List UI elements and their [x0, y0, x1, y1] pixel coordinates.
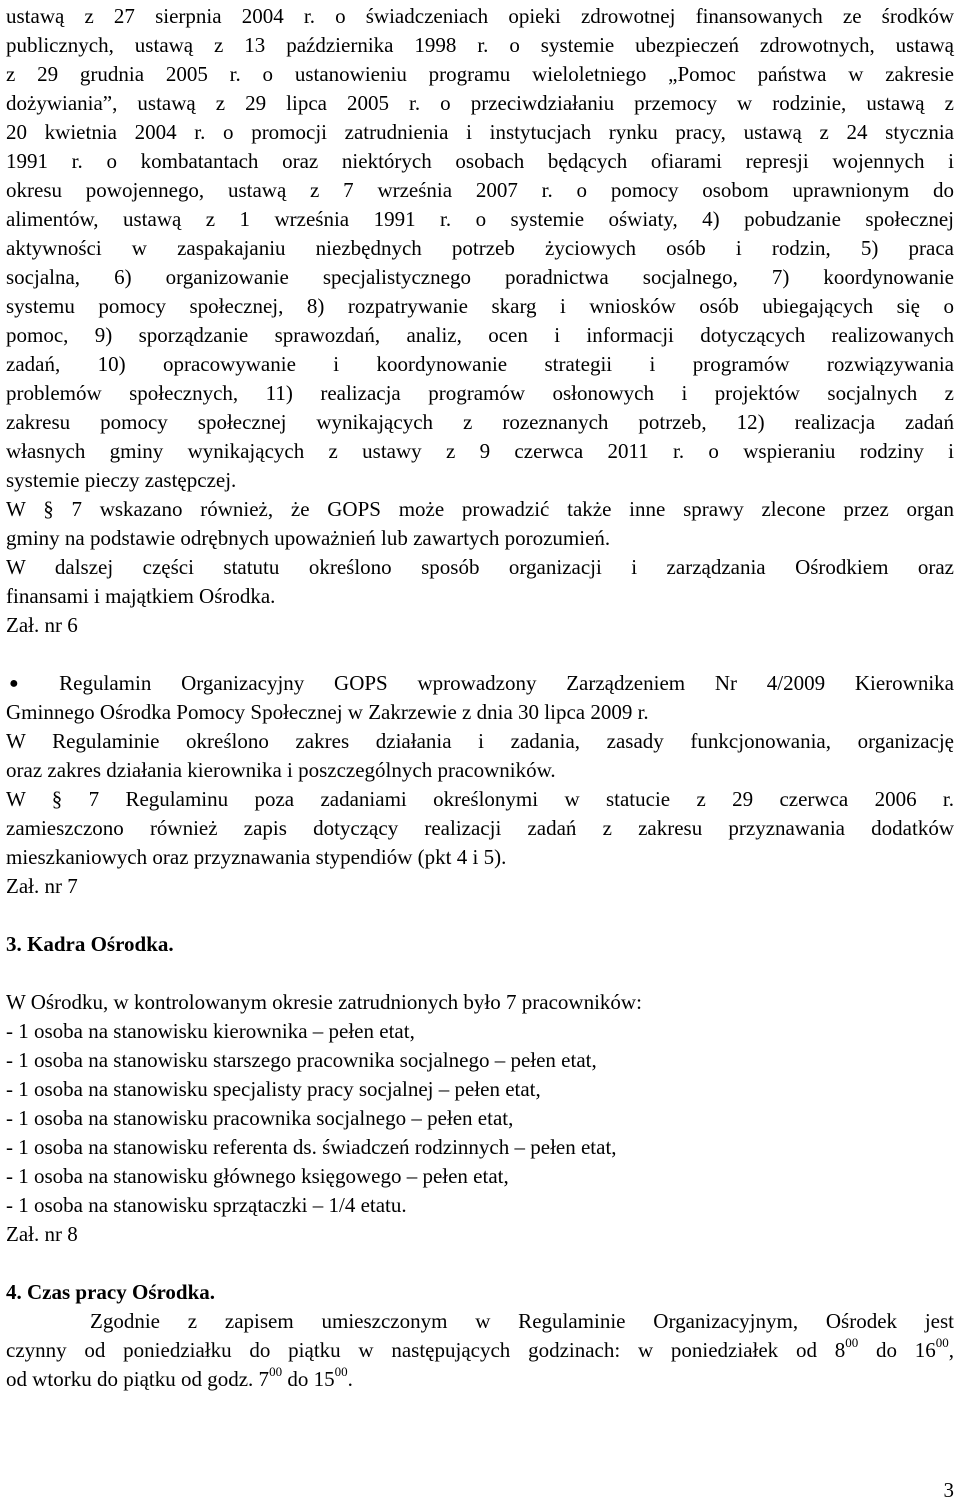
text-line: publicznych, ustawą z 13 października 1998 r. o systemie ubezpieczeń zdrowotnych, ustawą	[6, 33, 954, 57]
attachment-reference: Zał. nr 6	[6, 613, 78, 637]
text-line	[9, 669, 954, 700]
text-line: aktywności w zaspakajaniu niezbędnych potrzeb życiowych osób i rodzin, 5) praca	[6, 236, 954, 260]
text-line: dożywiania”, ustawą z 29 lipca 2005 r. o przeciwdziałaniu przemocy w rodzinie, ustawą z	[6, 91, 954, 115]
text-line: finansami i majątkiem Ośrodka.	[6, 584, 276, 608]
hours-text: do 15	[282, 1367, 335, 1391]
text-line: z 29 grudnia 2005 r. o ustanowieniu programu wieloletniego „Pomoc państwa w zakresie	[6, 62, 954, 86]
hours-superscript: 00	[269, 1364, 283, 1379]
hours-superscript: 00	[334, 1364, 348, 1379]
text-line: W dalszej części statutu określono sposób organizacji i zarządzania Ośrodkiem oraz	[6, 555, 954, 579]
hours-superscript: 00	[935, 1335, 949, 1350]
section-heading-staff: 3. Kadra Ośrodka.	[6, 932, 174, 956]
text-line: W § 7 wskazano również, że GOPS może prowadzić także inne sprawy zlecone przez organ	[6, 497, 954, 521]
text-line: Gminnego Ośrodka Pomocy Społecznej w Zakrzewie z dnia 30 lipca 2009 r.	[6, 700, 649, 724]
list-item: - 1 osoba na stanowisku kierownika – pełen etat,	[6, 1019, 415, 1043]
list-item: - 1 osoba na stanowisku specjalisty pracy socjalnej – pełen etat,	[6, 1077, 541, 1101]
text-line: systemu pomocy społecznej, 8) rozpatrywanie skarg i wniosków osób ubiegających się o	[6, 294, 954, 318]
text-line: zadań, 10) opracowywanie i koordynowanie strategii i programów rozwiązywania	[6, 352, 954, 376]
attachment-reference: Zał. nr 7	[6, 874, 78, 898]
text-line: 20 kwietnia 2004 r. o promocji zatrudnienia i instytucjach rynku pracy, ustawą z 24 stycznia	[6, 120, 954, 144]
text-line: alimentów, ustawą z 1 września 1991 r. o systemie oświaty, 4) pobudzanie społecznej	[6, 207, 954, 231]
list-item: - 1 osoba na stanowisku starszego pracownika socjalnego – pełen etat,	[6, 1048, 597, 1072]
hours-superscript: 00	[845, 1335, 859, 1350]
text-line: okresu powojennego, ustawą z 7 września 2007 r. o pomocy osobom uprawnionym do	[6, 178, 954, 202]
hours-text: ,	[948, 1338, 954, 1362]
text-line: własnych gminy wynikających z ustawy z 9 czerwca 2011 r. o wspieraniu rodziny i	[6, 439, 954, 463]
section-heading-working-hours: 4. Czas pracy Ośrodka.	[6, 1280, 216, 1304]
list-item: - 1 osoba na stanowisku pracownika socjalnego – pełen etat,	[6, 1106, 514, 1130]
text-line: Zgodnie z zapisem umieszczonym w Regulaminie Organizacyjnym, Ośrodek jest	[90, 1309, 954, 1333]
bullet-text: Regulamin Organizacyjny GOPS wprowadzony Zarządzeniem Nr 4/2009 Kierownika	[59, 671, 954, 695]
text-line: systemie pieczy zastępczej.	[6, 468, 237, 492]
list-item: - 1 osoba na stanowisku referenta ds. świadczeń rodzinnych – pełen etat,	[6, 1135, 617, 1159]
text-line: pomoc, 9) sporządzanie sprawozdań, analiz, ocen i informacji dotyczących realizowanych	[6, 323, 954, 347]
text-line: 1991 r. o kombatantach oraz niektórych osobach będących ofiarami represji wojennych i	[6, 149, 954, 173]
bullet-icon: ●	[9, 675, 44, 692]
text-line: W § 7 Regulaminu poza zadaniami określonymi w statucie z 29 czerwca 2006 r.	[6, 787, 954, 811]
staff-intro: W Ośrodku, w kontrolowanym okresie zatrudnionych było 7 pracowników:	[6, 990, 642, 1014]
hours-text: od wtorku do piątku od godz. 7	[6, 1367, 270, 1391]
text-line: gminy na podstawie odrębnych upoważnień lub zawartych porozumień.	[6, 526, 611, 550]
list-item: - 1 osoba na stanowisku głównego księgowego – pełen etat,	[6, 1164, 509, 1188]
text-line: ustawą z 27 sierpnia 2004 r. o świadczeniach opieki zdrowotnej finansowanych ze środków	[6, 4, 954, 28]
hours-text: .	[347, 1367, 353, 1391]
text-line	[6, 1336, 954, 1365]
page-number: 3	[943, 1478, 954, 1502]
text-line: mieszkaniowych oraz przyznawania stypendiów (pkt 4 i 5).	[6, 845, 507, 869]
text-line: socjalna, 6) organizowanie specjalistycznego poradnictwa socjalnego, 7) koordynowanie	[6, 265, 954, 289]
text-line: zamieszczono również zapis dotyczący realizacji zadań z zakresu przyznawania dodatków	[6, 816, 954, 840]
hours-text: do 16	[858, 1338, 936, 1362]
text-line: W Regulaminie określono zakres działania i zadania, zasady funkcjonowania, organizację	[6, 729, 954, 753]
list-item: - 1 osoba na stanowisku sprzątaczki – 1/4 etatu.	[6, 1193, 407, 1217]
attachment-reference: Zał. nr 8	[6, 1222, 78, 1246]
hours-text: czynny od poniedziałku do piątku w następujących godzinach: w poniedziałek od 8	[6, 1338, 846, 1362]
text-line: problemów społecznych, 11) realizacja programów osłonowych i projektów socjalnych z	[6, 381, 954, 405]
text-line	[6, 1365, 353, 1394]
text-line: zakresu pomocy społecznej wynikających z rozeznanych potrzeb, 12) realizacja zadań	[6, 410, 954, 434]
text-line: oraz zakres działania kierownika i poszczególnych pracowników.	[6, 758, 556, 782]
